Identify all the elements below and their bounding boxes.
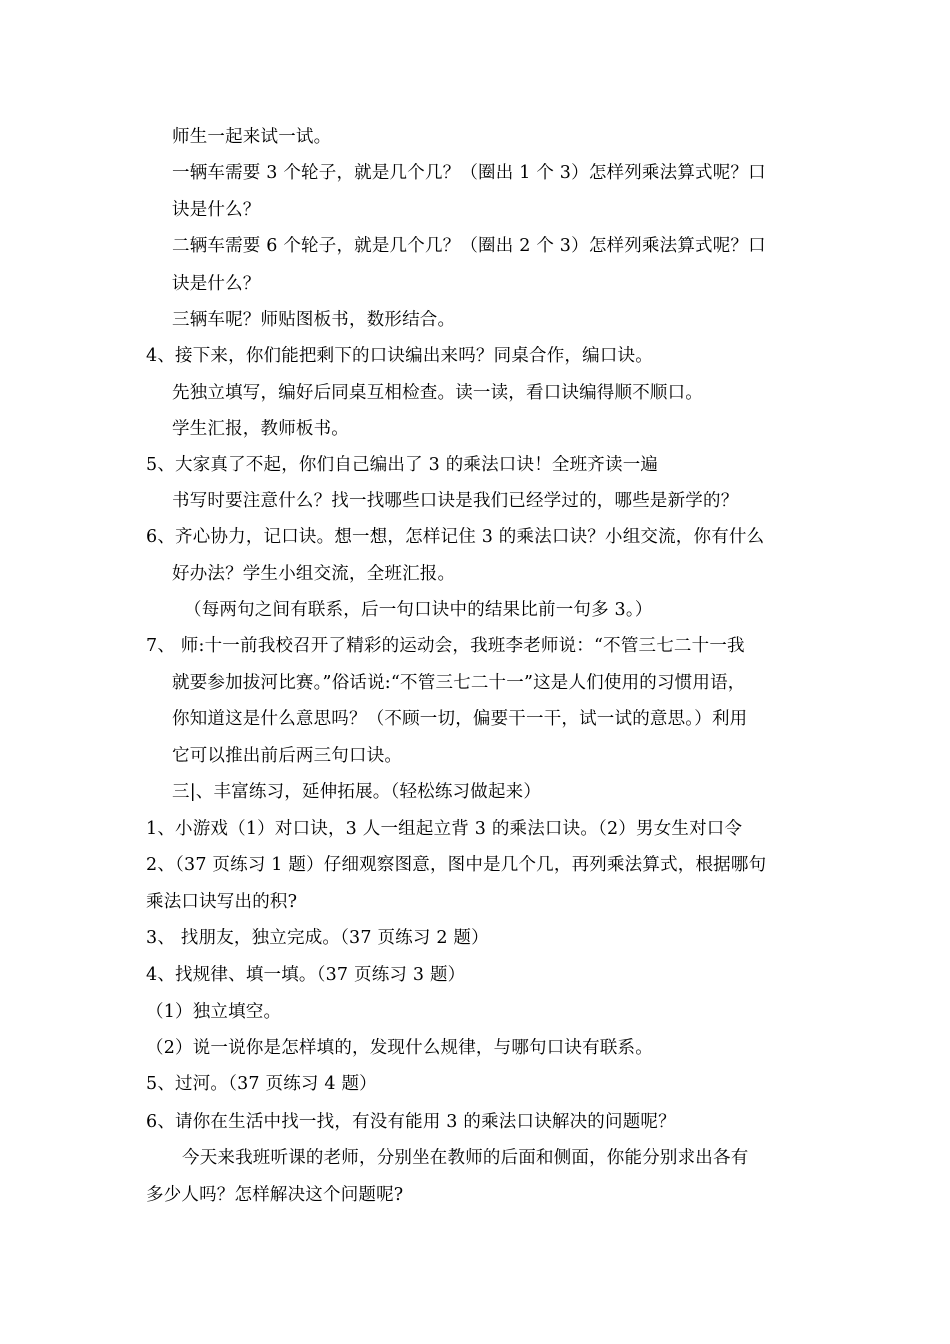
text-line: （1）独立填空。: [146, 1002, 282, 1022]
text-line: 二辆车需要 6 个轮子，就是几个几？（圈出 2 个 3）怎样列乘法算式呢？口: [172, 236, 766, 256]
text-line: 2、（37 页练习 1 题）仔细观察图意，图中是几个几，再列乘法算式，根据哪句: [146, 855, 767, 875]
text-line: 诀是什么？: [172, 274, 261, 294]
text-line: 师生一起来试一试。: [172, 127, 332, 147]
text-line: 4、找规律、填一填。（37 页练习 3 题）: [146, 965, 466, 985]
text-line: （2）说一说你是怎样填的，发现什么规律，与哪句口诀有联系。: [146, 1038, 653, 1058]
text-line: 多少人吗？怎样解决这个问题呢?: [146, 1185, 404, 1205]
text-line: 7、 师:十一前我校召开了精彩的运动会，我班李老师说：“不管三七二十一我: [146, 636, 745, 656]
text-line: 三辆车呢？师贴图板书，数形结合。: [172, 310, 456, 330]
text-line: 乘法口诀写出的积?: [146, 892, 298, 912]
text-line: 5、过河。（37 页练习 4 题）: [146, 1074, 377, 1094]
text-line: 学生汇报，教师板书。: [172, 419, 349, 439]
text-line: 书写时要注意什么？找一找哪些口诀是我们已经学过的，哪些是新学的？: [172, 491, 739, 511]
text-line: 一辆车需要 3 个轮子，就是几个几？（圈出 1 个 3）怎样列乘法算式呢？口: [172, 163, 766, 183]
text-line: 1、小游戏（1）对口诀，3 人一组起立背 3 的乘法口诀。（2）男女生对口令: [146, 819, 743, 839]
text-line: 先独立填写，编好后同桌互相检查。读一读，看口诀编得顺不顺口。: [172, 383, 703, 403]
text-line: 好办法？学生小组交流，全班汇报。: [172, 564, 456, 584]
text-line: 它可以推出前后两三句口诀。: [172, 746, 403, 766]
text-line: 三|、丰富练习，延伸拓展。（轻松练习做起来）: [172, 782, 542, 802]
text-line: 5、大家真了不起，你们自己编出了 3 的乘法口诀！全班齐读一遍: [146, 455, 659, 475]
text-line: 就要参加拔河比赛。”俗话说:“不管三七二十一”这是人们使用的习惯用语，: [172, 673, 746, 693]
text-line: 4、接下来，你们能把剩下的口诀编出来吗？同桌合作，编口诀。: [146, 346, 653, 366]
text-line: 今天来我班听课的老师，分别坐在教师的后面和侧面，你能分别求出各有: [182, 1148, 749, 1168]
text-line: 诀是什么？: [172, 200, 261, 220]
text-line: 3、 找朋友，独立完成。（37 页练习 2 题）: [146, 928, 489, 948]
text-line: 你知道这是什么意思吗？（不顾一切，偏要干一干，试一试的意思。）利用: [172, 709, 748, 729]
text-line: 6、齐心协力，记口诀。想一想，怎样记住 3 的乘法口诀？小组交流，你有什么: [146, 527, 765, 547]
text-line: （每两句之间有联系，后一句口诀中的结果比前一句多 3。）: [184, 600, 653, 620]
text-line: 6、请你在生活中找一找，有没有能用 3 的乘法口诀解决的问题呢？: [146, 1112, 676, 1132]
